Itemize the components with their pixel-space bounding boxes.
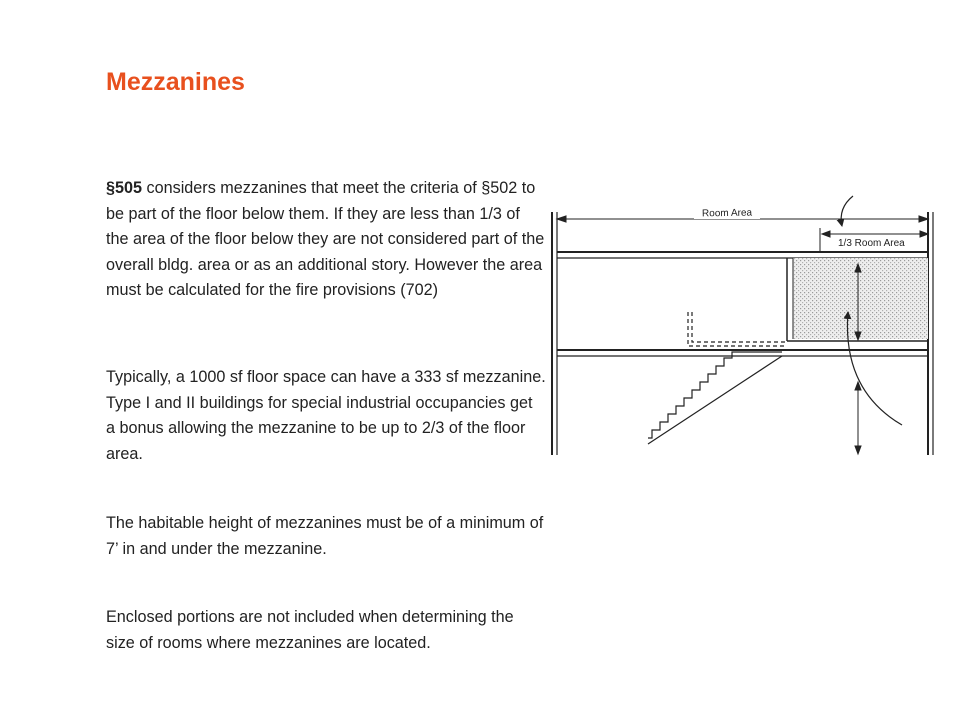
paragraph-text: Enclosed portions are not included when determining the size of rooms where mezzanines are located.: [106, 608, 514, 652]
paragraph-text: The habitable height of mezzanines must be of a minimum of 7’ in and under the mezzanine.: [106, 514, 544, 558]
third-room-area-label: 1/3 Room Area: [838, 238, 905, 249]
paragraph-text: considers mezzanines that meet the criteria of §502 to be part of the floor below them. If they are less than 1/3 of the area of the floor below they are not considered part of the overall bldg. area or as an additional story. However the area must be calculated for the fire provisions (702): [106, 179, 545, 299]
paragraph-typical-area: [106, 365, 546, 467]
section-reference: §505: [106, 179, 143, 197]
slide-title: Mezzanines: [106, 68, 245, 96]
pointer-arrow-top: [841, 196, 853, 226]
room-area-label: Room Area: [701, 207, 753, 220]
mezzanine-section-diagram: [548, 188, 940, 488]
paragraph-habitable-height: [106, 511, 546, 562]
paragraph-text: Typically, a 1000 sf floor space can have a 333 sf mezzanine. Type I and II buildings for special industrial occupancies get a bonus allowing the mezzanine to be up to 2/3 of the floor area.: [106, 368, 546, 463]
paragraph-section-505: [106, 176, 546, 304]
guard-rail: [688, 312, 787, 346]
paragraph-enclosed-portions: [106, 605, 546, 656]
stair: [648, 352, 782, 444]
